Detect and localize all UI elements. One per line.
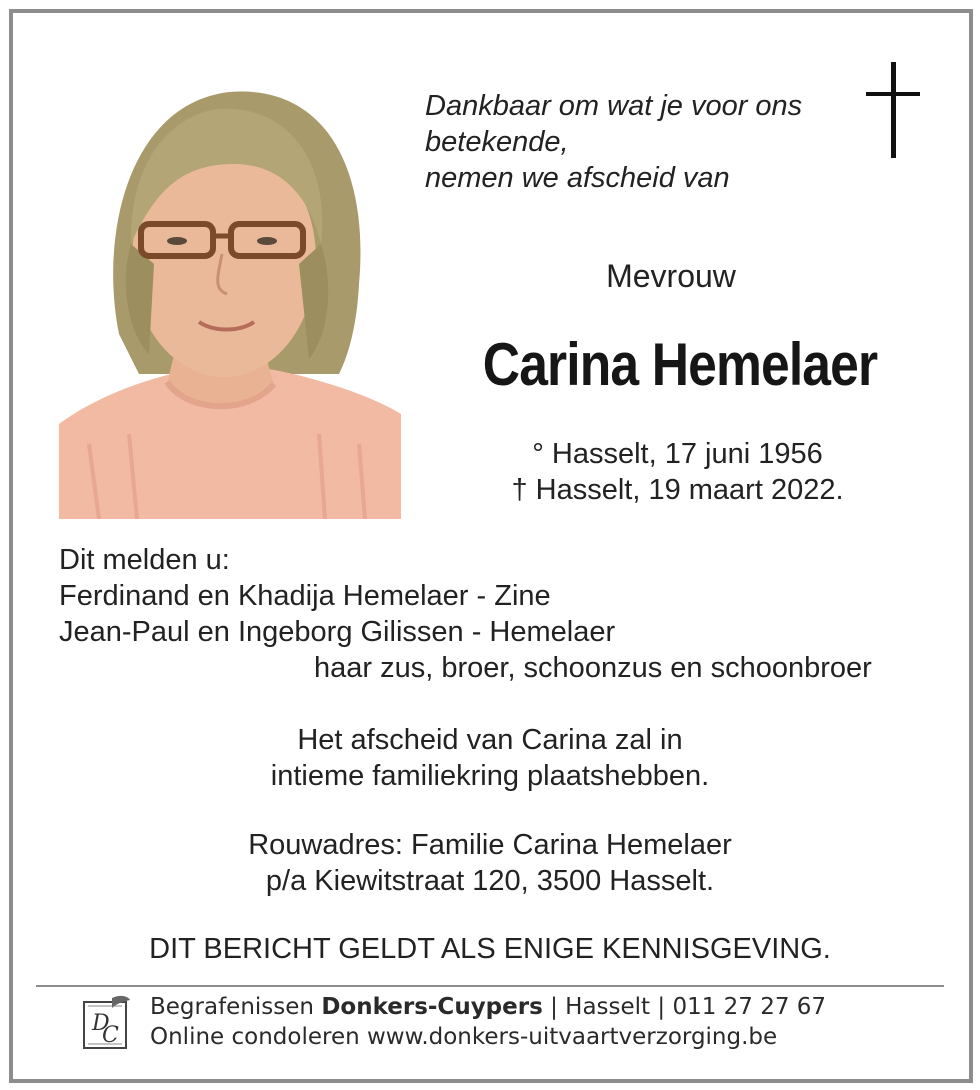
life-dates [440,436,915,508]
family-relation: haar zus, broer, schoonzus en schoonbroer [314,652,872,684]
footer-company-line [150,992,940,1022]
mourning-address [40,827,940,899]
svg-text:D: D [92,1011,110,1036]
family-heading: Dit melden u: [59,544,230,576]
company-phone: 011 27 27 67 [672,994,827,1020]
farewell-line: intieme familiekring plaatshebben. [270,760,710,792]
notice-line: DIT BERICHT GELDT ALS ENIGE KENNISGEVING. [149,933,831,965]
farewell-text [40,722,940,794]
footer-condolence-line [150,1022,940,1052]
portrait-photo [59,84,401,519]
deceased-name: Carina Hemelaer [482,331,878,398]
farewell-line: Het afscheid van Carina zal in [297,724,683,756]
footer [150,992,940,1052]
death-date: † Hasselt, 19 maart 2022. [511,474,844,506]
company-logo-icon [82,994,132,1050]
company-location: | Hasselt | [542,994,673,1020]
notice-text [40,931,940,967]
company-name: Donkers-Cuypers [321,994,543,1020]
intro-line: betekende, [425,126,569,158]
intro-line: nemen we afscheid van [425,162,730,194]
family-member: Ferdinand en Khadija Hemelaer - Zine [59,580,551,612]
company-prefix: Begrafenissen [150,994,322,1020]
cross-icon [866,62,920,158]
condolence-website[interactable]: www.donkers-uitvaartverzorging.be [367,1024,778,1050]
salutation: Mevrouw [606,258,736,294]
intro-line: Dankbaar om wat je voor ons [425,90,803,122]
footer-divider [36,985,944,987]
family-member: Jean-Paul en Ingeborg Gilissen - Hemelaer [59,616,616,648]
address-line: Rouwadres: Familie Carina Hemelaer [248,829,732,861]
birth-date: ° Hasselt, 17 juni 1956 [532,438,823,470]
family-block [59,542,919,686]
svg-text:C: C [102,1023,119,1048]
condolence-label: Online condoleren [150,1024,367,1050]
address-line: p/a Kiewitstraat 120, 3500 Hasselt. [265,865,715,897]
intro-text [425,88,855,196]
